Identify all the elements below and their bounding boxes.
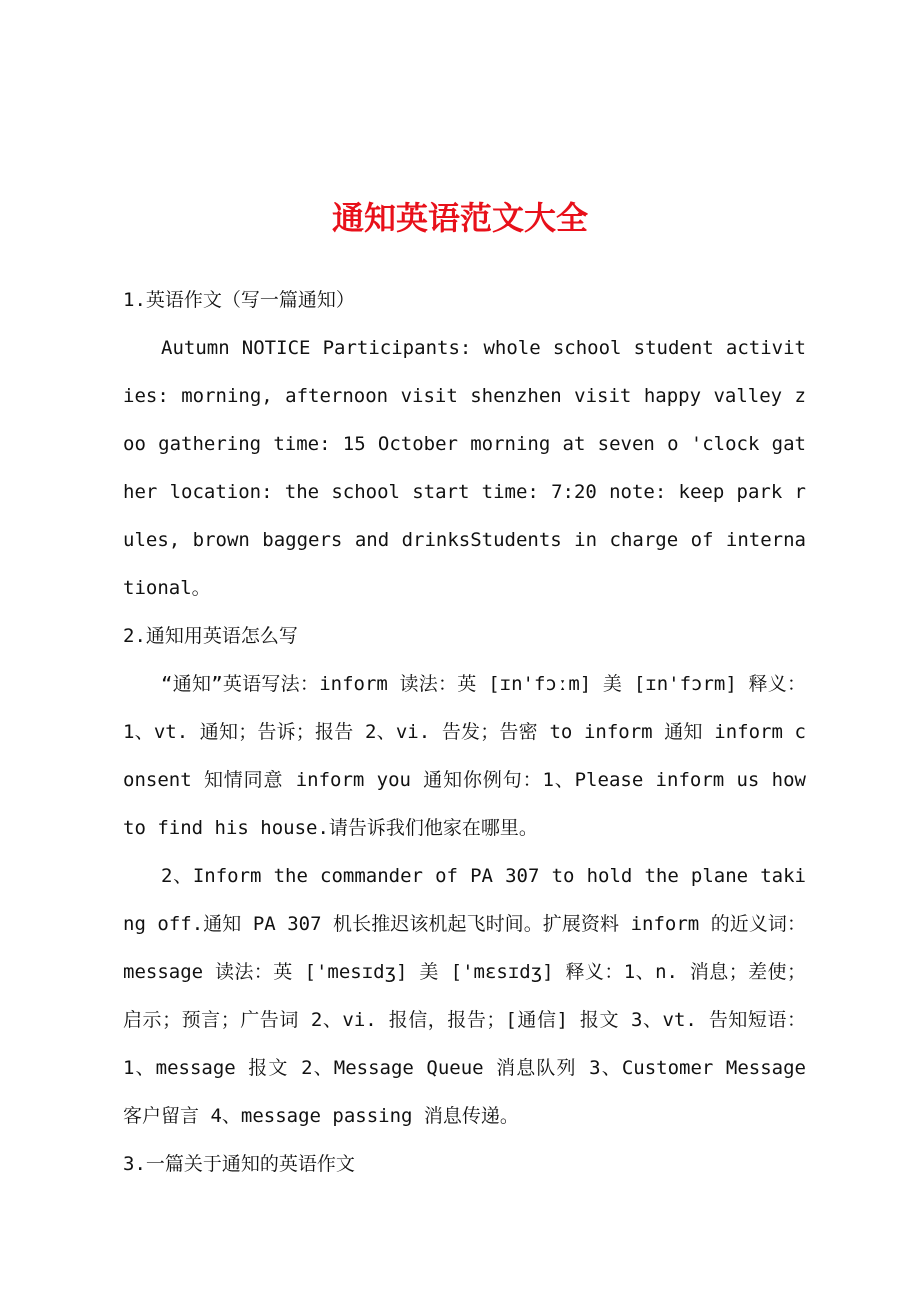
section-heading: 1.英语作文（写一篇通知）	[123, 289, 355, 311]
section-3	[123, 1140, 806, 1188]
document-title: 通知英语范文大全	[331, 199, 588, 237]
section-heading: 2.通知用英语怎么写	[123, 625, 298, 647]
section-paragraph: Autumn NOTICE Participants: whole school student activities: morning, afternoon visit shenzhen visit happy valley zoo gathering time: 15 October morning at seven o 'clock gather location: the school start time: 7:20 note: keep park rules, brown baggers and drinksStudents in charge of international。	[123, 337, 806, 599]
section-paragraph: 2、Inform the commander of PA 307 to hold the plane taking off.通知 PA 307 机长推迟该机起飞时间。扩展资料 inform 的近义词：message 读法：英 ['mesɪdʒ] 美 ['mɛsɪdʒ] 释义：1、n. 消息；差使；启示；预言；广告词 2、vi. 报信，报告；[通信] 报文 3、vt. 告知短语：1、message 报文 2、Message Queue 消息队列 3、Customer Message 客户留言 4、message passing 消息传递。	[123, 865, 806, 1127]
section-2	[123, 612, 806, 1140]
section-paragraph: “通知”英语写法：inform 读法：英 [ɪn'fɔːm] 美 [ɪn'fɔrm] 释义：1、vt. 通知；告诉；报告 2、vi. 告发；告密 to inform 通知 inform consent 知情同意 inform you 通知你例句：1、Please inform us how to find his house.请告诉我们他家在哪里。	[123, 673, 806, 839]
document-body	[123, 276, 806, 1188]
section-1	[123, 276, 806, 612]
section-heading: 3.一篇关于通知的英语作文	[123, 1153, 355, 1175]
